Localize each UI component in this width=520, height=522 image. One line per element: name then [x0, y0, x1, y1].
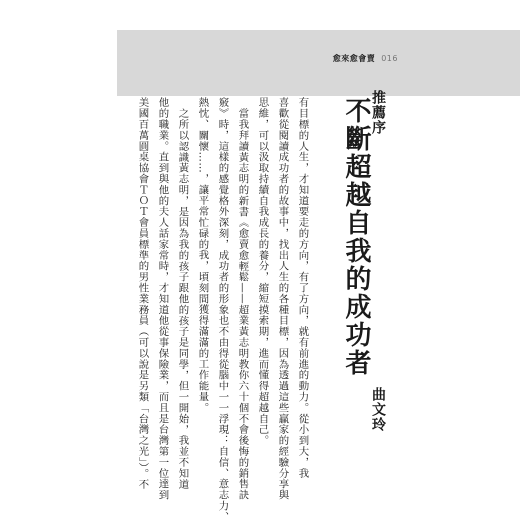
body-line: 美國百萬圓桌協會ＴＯＴ會員標準的男性業務員（可以說是另類「台灣之光」）。不 [136, 97, 149, 490]
body-line: 喜歡從閱讀成功者的故事中，找出人生的各種目標，因為透過這些贏家的經驗分享與 [276, 97, 289, 501]
running-head-title: 愈來愈會賣 [332, 54, 376, 63]
body-line: 有目標的人生，才知道要走的方向，有了方向，就有前進的動力。從小到大，我 [296, 97, 309, 479]
body-line: 他的職業。直到與他的夫人話家常時，才知道他從事保險業，而且是台灣第一位達到 [156, 97, 169, 501]
header-band [117, 30, 520, 96]
preface-author: 曲文玲 [370, 387, 386, 432]
body-line: 竅》時，這樣的感覺格外深刻，成功者的形象也不由得從腦中一一浮現：自信、意志力、 [216, 97, 229, 522]
preface-kicker: 推薦序 [370, 90, 386, 135]
running-head [333, 53, 398, 64]
body-line: 之所以認識黃志明，是因為我的孩子跟他的孩子是同學，但一開始，我並不知道 [176, 108, 189, 490]
preface-title: 不斷超越自我的成功者 [341, 97, 371, 377]
page-number: 016 [381, 54, 398, 63]
body-line: 熱忱、關懷……，讓平常忙碌的我，頃刻間獲得滿滿的工作能量。 [196, 97, 209, 414]
body-line: 思維，可以汲取持續自我成長的養分，縮短摸索期，進而懂得超越自己。 [256, 97, 269, 446]
body-line: 當我拜讀黃志明的新書《愈賣愈輕鬆——超業黃志明教你六十個不會後悔的銷售訣 [236, 108, 249, 501]
